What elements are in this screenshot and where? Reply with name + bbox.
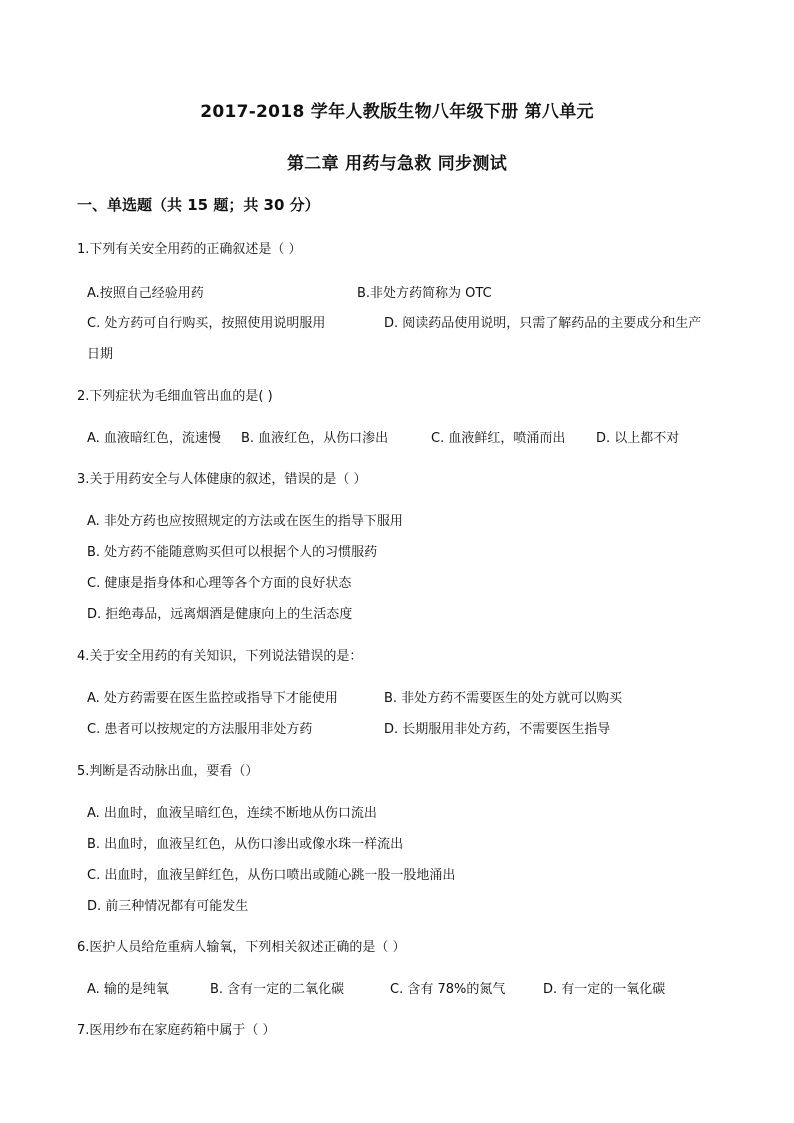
question-5-stem: 5.判断是否动脉出血，要看（） bbox=[77, 764, 259, 779]
question-5-option-d: D. 前三种情况都有可能发生 bbox=[87, 899, 249, 914]
question-1-option-d-continued: 日期 bbox=[87, 347, 114, 362]
document-subtitle: 第二章 用药与急救 同步测试 bbox=[286, 154, 508, 174]
question-2-stem: 2.下列症状为毛细血管出血的是( ) bbox=[77, 389, 273, 404]
question-3-option-a: A. 非处方药也应按照规定的方法或在医生的指导下服用 bbox=[87, 514, 403, 529]
question-2-option-d: D. 以上都不对 bbox=[596, 431, 680, 446]
section-heading: 一、单选题（共 15 题；共 30 分） bbox=[77, 196, 320, 214]
question-3-option-b: B. 处方药不能随意购买但可以根据个人的习惯服药 bbox=[87, 545, 378, 560]
document-title: 2017-2018 学年人教版生物八年级下册 第八单元 bbox=[200, 102, 594, 122]
question-1-option-d: D. 阅读药品使用说明，只需了解药品的主要成分和生产 bbox=[384, 316, 702, 331]
question-1-option-b: B.非处方药简称为 OTC bbox=[357, 286, 492, 301]
question-2-option-b: B. 血液红色，从伤口渗出 bbox=[241, 431, 389, 446]
question-2-option-c: C. 血液鲜红，喷涌而出 bbox=[431, 431, 566, 446]
question-6-option-c: C. 含有 78%的氮气 bbox=[390, 982, 506, 997]
question-1-option-c: C. 处方药可自行购买，按照使用说明服用 bbox=[87, 316, 326, 331]
question-1-stem: 1.下列有关安全用药的正确叙述是（ ） bbox=[77, 242, 302, 257]
question-5-option-c: C. 出血时，血液呈鲜红色，从伤口喷出或随心跳一股一股地涌出 bbox=[87, 868, 456, 883]
question-7-stem: 7.医用纱布在家庭药箱中属于（ ） bbox=[77, 1023, 276, 1038]
question-2-option-a: A. 血液暗红色，流速慢 bbox=[87, 431, 221, 446]
question-4-option-b: B. 非处方药不需要医生的处方就可以购买 bbox=[384, 691, 623, 706]
question-4-stem: 4.关于安全用药的有关知识，下列说法错误的是： bbox=[77, 649, 363, 664]
question-5-option-a: A. 出血时，血液呈暗红色，连续不断地从伤口流出 bbox=[87, 806, 377, 821]
question-3-stem: 3.关于用药安全与人体健康的叙述，错误的是（ ） bbox=[77, 472, 367, 487]
question-1-option-a: A.按照自己经验用药 bbox=[87, 286, 204, 301]
question-3-option-d: D. 拒绝毒品，远离烟酒是健康向上的生活态度 bbox=[87, 607, 353, 622]
question-6-option-a: A. 输的是纯氧 bbox=[87, 982, 169, 997]
question-4-option-a: A. 处方药需要在医生监控或指导下才能使用 bbox=[87, 691, 338, 706]
question-6-option-d: D. 有一定的一氧化碳 bbox=[543, 982, 666, 997]
question-5-option-b: B. 出血时，血液呈红色，从伤口渗出或像水珠一样流出 bbox=[87, 837, 404, 852]
question-4-option-c: C. 患者可以按规定的方法服用非处方药 bbox=[87, 722, 313, 737]
question-6-option-b: B. 含有一定的二氧化碳 bbox=[210, 982, 345, 997]
question-3-option-c: C. 健康是指身体和心理等各个方面的良好状态 bbox=[87, 576, 352, 591]
question-4-option-d: D. 长期服用非处方药，不需要医生指导 bbox=[384, 722, 611, 737]
question-6-stem: 6.医护人员给危重病人输氧，下列相关叙述正确的是（ ） bbox=[77, 940, 406, 955]
